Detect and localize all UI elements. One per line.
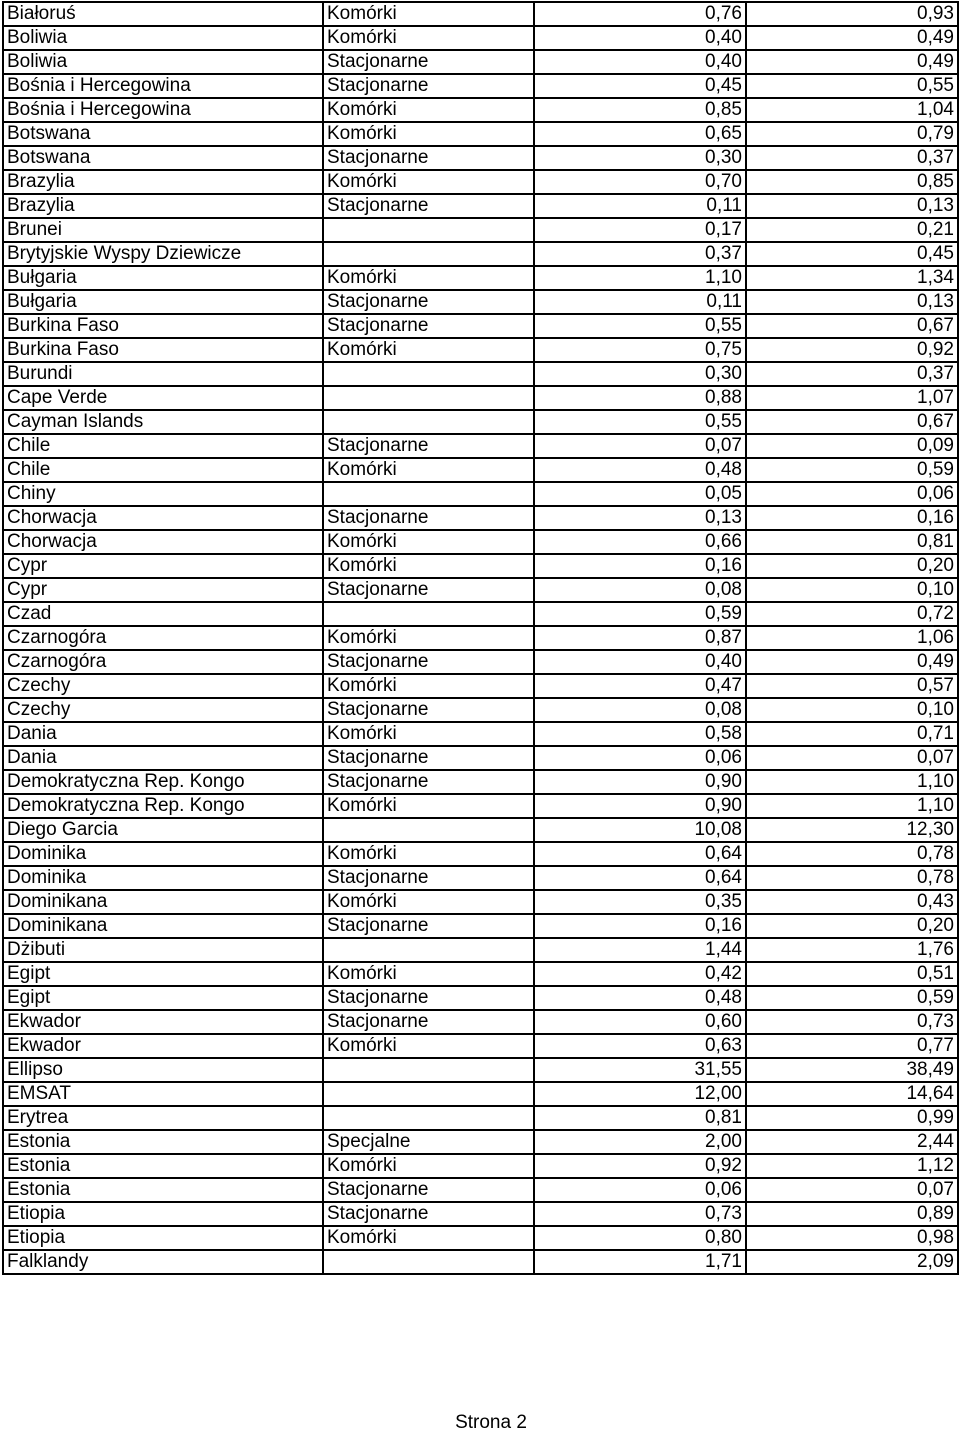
page-number: Strona 2 bbox=[455, 1412, 527, 1433]
country-cell: Bośnia i Hercegowina bbox=[3, 74, 323, 98]
price-net-cell: 0,55 bbox=[534, 410, 746, 434]
country-cell: Ellipso bbox=[3, 1058, 323, 1082]
price-gross-cell: 0,67 bbox=[746, 314, 958, 338]
table-row bbox=[3, 98, 958, 122]
line-type-cell: Stacjonarne bbox=[323, 698, 534, 722]
table-row bbox=[3, 842, 958, 866]
price-net-cell: 0,06 bbox=[534, 746, 746, 770]
table-row bbox=[3, 314, 958, 338]
price-net-cell: 0,45 bbox=[534, 74, 746, 98]
line-type-cell: Komórki bbox=[323, 554, 534, 578]
price-net-cell: 0,42 bbox=[534, 962, 746, 986]
table-row bbox=[3, 146, 958, 170]
price-net-cell: 12,00 bbox=[534, 1082, 746, 1106]
price-net-cell: 0,65 bbox=[534, 122, 746, 146]
table-row bbox=[3, 242, 958, 266]
country-cell: Czechy bbox=[3, 674, 323, 698]
price-gross-cell: 2,09 bbox=[746, 1250, 958, 1274]
line-type-cell bbox=[323, 482, 534, 506]
price-net-cell: 0,16 bbox=[534, 554, 746, 578]
table-row bbox=[3, 674, 958, 698]
price-net-cell: 0,30 bbox=[534, 362, 746, 386]
table-row bbox=[3, 482, 958, 506]
line-type-cell: Stacjonarne bbox=[323, 986, 534, 1010]
country-cell: Cape Verde bbox=[3, 386, 323, 410]
country-cell: Czarnogóra bbox=[3, 626, 323, 650]
country-cell: Cypr bbox=[3, 554, 323, 578]
price-gross-cell: 0,49 bbox=[746, 26, 958, 50]
line-type-cell: Komórki bbox=[323, 842, 534, 866]
table-row bbox=[3, 1010, 958, 1034]
line-type-cell: Komórki bbox=[323, 1034, 534, 1058]
table-row bbox=[3, 386, 958, 410]
price-gross-cell: 1,12 bbox=[746, 1154, 958, 1178]
table-row bbox=[3, 410, 958, 434]
price-gross-cell: 0,57 bbox=[746, 674, 958, 698]
country-cell: Czad bbox=[3, 602, 323, 626]
country-cell: Bułgaria bbox=[3, 266, 323, 290]
price-net-cell: 0,40 bbox=[534, 50, 746, 74]
line-type-cell: Stacjonarne bbox=[323, 50, 534, 74]
table-row bbox=[3, 602, 958, 626]
table-row bbox=[3, 218, 958, 242]
line-type-cell: Stacjonarne bbox=[323, 194, 534, 218]
country-cell: Demokratyczna Rep. Kongo bbox=[3, 770, 323, 794]
price-gross-cell: 0,72 bbox=[746, 602, 958, 626]
table-row bbox=[3, 698, 958, 722]
line-type-cell: Komórki bbox=[323, 122, 534, 146]
country-cell: Etiopia bbox=[3, 1202, 323, 1226]
price-gross-cell: 0,16 bbox=[746, 506, 958, 530]
country-cell: Dominikana bbox=[3, 890, 323, 914]
price-net-cell: 1,44 bbox=[534, 938, 746, 962]
price-net-cell: 0,40 bbox=[534, 650, 746, 674]
price-net-cell: 0,08 bbox=[534, 698, 746, 722]
price-gross-cell: 0,10 bbox=[746, 578, 958, 602]
price-gross-cell: 0,13 bbox=[746, 194, 958, 218]
line-type-cell: Komórki bbox=[323, 722, 534, 746]
line-type-cell bbox=[323, 386, 534, 410]
price-gross-cell: 0,98 bbox=[746, 1226, 958, 1250]
price-gross-cell: 0,73 bbox=[746, 1010, 958, 1034]
line-type-cell: Komórki bbox=[323, 266, 534, 290]
rate-table-body bbox=[3, 2, 958, 1274]
price-gross-cell: 0,13 bbox=[746, 290, 958, 314]
table-row bbox=[3, 194, 958, 218]
country-cell: Botswana bbox=[3, 122, 323, 146]
price-gross-cell: 0,07 bbox=[746, 1178, 958, 1202]
table-row bbox=[3, 1106, 958, 1130]
line-type-cell: Stacjonarne bbox=[323, 746, 534, 770]
country-cell: Dania bbox=[3, 746, 323, 770]
price-gross-cell: 1,10 bbox=[746, 794, 958, 818]
line-type-cell: Stacjonarne bbox=[323, 1010, 534, 1034]
table-row bbox=[3, 626, 958, 650]
line-type-cell: Stacjonarne bbox=[323, 506, 534, 530]
table-row bbox=[3, 266, 958, 290]
country-cell: Burkina Faso bbox=[3, 338, 323, 362]
price-net-cell: 0,16 bbox=[534, 914, 746, 938]
table-row bbox=[3, 506, 958, 530]
line-type-cell: Komórki bbox=[323, 890, 534, 914]
line-type-cell: Komórki bbox=[323, 338, 534, 362]
table-row bbox=[3, 770, 958, 794]
price-net-cell: 2,00 bbox=[534, 1130, 746, 1154]
country-cell: Białoruś bbox=[3, 2, 323, 26]
line-type-cell: Stacjonarne bbox=[323, 1178, 534, 1202]
country-cell: Egipt bbox=[3, 986, 323, 1010]
price-gross-cell: 1,76 bbox=[746, 938, 958, 962]
country-cell: Bośnia i Hercegowina bbox=[3, 98, 323, 122]
price-net-cell: 0,17 bbox=[534, 218, 746, 242]
price-gross-cell: 1,34 bbox=[746, 266, 958, 290]
price-net-cell: 0,40 bbox=[534, 26, 746, 50]
price-net-cell: 0,11 bbox=[534, 194, 746, 218]
price-net-cell: 0,80 bbox=[534, 1226, 746, 1250]
country-cell: Dania bbox=[3, 722, 323, 746]
line-type-cell bbox=[323, 242, 534, 266]
country-cell: Bułgaria bbox=[3, 290, 323, 314]
price-gross-cell: 0,67 bbox=[746, 410, 958, 434]
price-gross-cell: 0,55 bbox=[746, 74, 958, 98]
line-type-cell: Komórki bbox=[323, 674, 534, 698]
price-net-cell: 0,30 bbox=[534, 146, 746, 170]
line-type-cell: Komórki bbox=[323, 26, 534, 50]
country-cell: Chile bbox=[3, 434, 323, 458]
price-net-cell: 0,63 bbox=[534, 1034, 746, 1058]
price-net-cell: 1,10 bbox=[534, 266, 746, 290]
price-gross-cell: 0,49 bbox=[746, 50, 958, 74]
price-net-cell: 0,11 bbox=[534, 290, 746, 314]
line-type-cell: Stacjonarne bbox=[323, 434, 534, 458]
price-gross-cell: 0,71 bbox=[746, 722, 958, 746]
table-row bbox=[3, 1202, 958, 1226]
table-row bbox=[3, 866, 958, 890]
country-cell: Diego Garcia bbox=[3, 818, 323, 842]
price-net-cell: 0,08 bbox=[534, 578, 746, 602]
table-row bbox=[3, 1154, 958, 1178]
price-net-cell: 0,47 bbox=[534, 674, 746, 698]
table-row bbox=[3, 1034, 958, 1058]
price-net-cell: 0,55 bbox=[534, 314, 746, 338]
price-gross-cell: 0,43 bbox=[746, 890, 958, 914]
price-net-cell: 0,37 bbox=[534, 242, 746, 266]
country-cell: Dżibuti bbox=[3, 938, 323, 962]
line-type-cell: Stacjonarne bbox=[323, 770, 534, 794]
country-cell: Brytyjskie Wyspy Dziewicze bbox=[3, 242, 323, 266]
price-gross-cell: 0,09 bbox=[746, 434, 958, 458]
table-row bbox=[3, 914, 958, 938]
price-gross-cell: 0,59 bbox=[746, 986, 958, 1010]
table-row bbox=[3, 290, 958, 314]
country-cell: Cayman Islands bbox=[3, 410, 323, 434]
country-cell: Dominika bbox=[3, 842, 323, 866]
country-cell: Brazylia bbox=[3, 170, 323, 194]
country-cell: Czechy bbox=[3, 698, 323, 722]
line-type-cell: Stacjonarne bbox=[323, 314, 534, 338]
line-type-cell: Komórki bbox=[323, 794, 534, 818]
table-row bbox=[3, 530, 958, 554]
price-net-cell: 0,88 bbox=[534, 386, 746, 410]
line-type-cell bbox=[323, 602, 534, 626]
country-cell: Cypr bbox=[3, 578, 323, 602]
price-gross-cell: 2,44 bbox=[746, 1130, 958, 1154]
price-net-cell: 0,64 bbox=[534, 842, 746, 866]
line-type-cell: Komórki bbox=[323, 458, 534, 482]
country-cell: Falklandy bbox=[3, 1250, 323, 1274]
country-cell: EMSAT bbox=[3, 1082, 323, 1106]
line-type-cell: Komórki bbox=[323, 530, 534, 554]
price-gross-cell: 0,59 bbox=[746, 458, 958, 482]
country-cell: Boliwia bbox=[3, 26, 323, 50]
price-net-cell: 0,13 bbox=[534, 506, 746, 530]
country-cell: Chorwacja bbox=[3, 530, 323, 554]
price-gross-cell: 0,77 bbox=[746, 1034, 958, 1058]
price-gross-cell: 0,89 bbox=[746, 1202, 958, 1226]
price-gross-cell: 1,04 bbox=[746, 98, 958, 122]
price-gross-cell: 0,21 bbox=[746, 218, 958, 242]
line-type-cell bbox=[323, 410, 534, 434]
price-gross-cell: 38,49 bbox=[746, 1058, 958, 1082]
price-net-cell: 0,48 bbox=[534, 986, 746, 1010]
table-row bbox=[3, 434, 958, 458]
line-type-cell: Stacjonarne bbox=[323, 866, 534, 890]
table-row bbox=[3, 1058, 958, 1082]
price-gross-cell: 0,20 bbox=[746, 914, 958, 938]
country-cell: Dominika bbox=[3, 866, 323, 890]
country-cell: Boliwia bbox=[3, 50, 323, 74]
country-cell: Botswana bbox=[3, 146, 323, 170]
country-cell: Dominikana bbox=[3, 914, 323, 938]
price-gross-cell: 0,99 bbox=[746, 1106, 958, 1130]
table-row bbox=[3, 26, 958, 50]
country-cell: Estonia bbox=[3, 1154, 323, 1178]
line-type-cell bbox=[323, 1058, 534, 1082]
table-row bbox=[3, 122, 958, 146]
price-gross-cell: 0,10 bbox=[746, 698, 958, 722]
table-row bbox=[3, 650, 958, 674]
country-cell: Brunei bbox=[3, 218, 323, 242]
table-row bbox=[3, 722, 958, 746]
table-row bbox=[3, 938, 958, 962]
country-cell: Estonia bbox=[3, 1178, 323, 1202]
line-type-cell: Komórki bbox=[323, 170, 534, 194]
country-cell: Ekwador bbox=[3, 1010, 323, 1034]
table-row bbox=[3, 170, 958, 194]
line-type-cell: Stacjonarne bbox=[323, 74, 534, 98]
line-type-cell: Komórki bbox=[323, 1226, 534, 1250]
price-gross-cell: 0,49 bbox=[746, 650, 958, 674]
price-gross-cell: 0,45 bbox=[746, 242, 958, 266]
price-net-cell: 0,05 bbox=[534, 482, 746, 506]
line-type-cell bbox=[323, 1250, 534, 1274]
line-type-cell bbox=[323, 218, 534, 242]
price-gross-cell: 0,20 bbox=[746, 554, 958, 578]
table-row bbox=[3, 818, 958, 842]
line-type-cell: Komórki bbox=[323, 1154, 534, 1178]
price-net-cell: 0,76 bbox=[534, 2, 746, 26]
rate-table bbox=[2, 1, 959, 1275]
price-gross-cell: 0,78 bbox=[746, 866, 958, 890]
country-cell: Estonia bbox=[3, 1130, 323, 1154]
price-net-cell: 0,92 bbox=[534, 1154, 746, 1178]
price-net-cell: 0,60 bbox=[534, 1010, 746, 1034]
price-net-cell: 0,73 bbox=[534, 1202, 746, 1226]
price-gross-cell: 0,37 bbox=[746, 146, 958, 170]
country-cell: Chile bbox=[3, 458, 323, 482]
country-cell: Demokratyczna Rep. Kongo bbox=[3, 794, 323, 818]
price-gross-cell: 0,93 bbox=[746, 2, 958, 26]
price-gross-cell: 14,64 bbox=[746, 1082, 958, 1106]
price-gross-cell: 0,06 bbox=[746, 482, 958, 506]
price-net-cell: 0,48 bbox=[534, 458, 746, 482]
line-type-cell bbox=[323, 938, 534, 962]
price-gross-cell: 1,10 bbox=[746, 770, 958, 794]
price-gross-cell: 0,37 bbox=[746, 362, 958, 386]
price-gross-cell: 1,07 bbox=[746, 386, 958, 410]
price-gross-cell: 0,85 bbox=[746, 170, 958, 194]
country-cell: Czarnogóra bbox=[3, 650, 323, 674]
table-row bbox=[3, 2, 958, 26]
price-net-cell: 10,08 bbox=[534, 818, 746, 842]
country-cell: Etiopia bbox=[3, 1226, 323, 1250]
country-cell: Chorwacja bbox=[3, 506, 323, 530]
price-net-cell: 0,87 bbox=[534, 626, 746, 650]
price-net-cell: 0,59 bbox=[534, 602, 746, 626]
table-row bbox=[3, 794, 958, 818]
price-net-cell: 0,81 bbox=[534, 1106, 746, 1130]
table-row bbox=[3, 1250, 958, 1274]
table-row bbox=[3, 578, 958, 602]
price-net-cell: 0,35 bbox=[534, 890, 746, 914]
line-type-cell: Komórki bbox=[323, 2, 534, 26]
price-net-cell: 1,71 bbox=[534, 1250, 746, 1274]
price-net-cell: 0,75 bbox=[534, 338, 746, 362]
table-row bbox=[3, 362, 958, 386]
line-type-cell bbox=[323, 362, 534, 386]
price-net-cell: 0,90 bbox=[534, 794, 746, 818]
line-type-cell: Stacjonarne bbox=[323, 290, 534, 314]
price-net-cell: 0,64 bbox=[534, 866, 746, 890]
line-type-cell: Stacjonarne bbox=[323, 578, 534, 602]
table-row bbox=[3, 1082, 958, 1106]
country-cell: Erytrea bbox=[3, 1106, 323, 1130]
country-cell: Ekwador bbox=[3, 1034, 323, 1058]
table-row bbox=[3, 74, 958, 98]
price-gross-cell: 0,92 bbox=[746, 338, 958, 362]
table-row bbox=[3, 746, 958, 770]
line-type-cell: Komórki bbox=[323, 98, 534, 122]
table-row bbox=[3, 338, 958, 362]
line-type-cell bbox=[323, 1082, 534, 1106]
price-net-cell: 0,66 bbox=[534, 530, 746, 554]
price-net-cell: 0,58 bbox=[534, 722, 746, 746]
line-type-cell: Stacjonarne bbox=[323, 1202, 534, 1226]
price-net-cell: 0,85 bbox=[534, 98, 746, 122]
price-gross-cell: 0,07 bbox=[746, 746, 958, 770]
country-cell: Chiny bbox=[3, 482, 323, 506]
line-type-cell: Stacjonarne bbox=[323, 146, 534, 170]
price-gross-cell: 0,81 bbox=[746, 530, 958, 554]
table-row bbox=[3, 50, 958, 74]
price-net-cell: 31,55 bbox=[534, 1058, 746, 1082]
country-cell: Brazylia bbox=[3, 194, 323, 218]
price-net-cell: 0,06 bbox=[534, 1178, 746, 1202]
price-gross-cell: 1,06 bbox=[746, 626, 958, 650]
table-row bbox=[3, 962, 958, 986]
table-row bbox=[3, 986, 958, 1010]
table-row bbox=[3, 1130, 958, 1154]
price-gross-cell: 0,51 bbox=[746, 962, 958, 986]
line-type-cell bbox=[323, 1106, 534, 1130]
country-cell: Burundi bbox=[3, 362, 323, 386]
price-gross-cell: 0,78 bbox=[746, 842, 958, 866]
line-type-cell: Stacjonarne bbox=[323, 650, 534, 674]
table-row bbox=[3, 890, 958, 914]
table-row bbox=[3, 1226, 958, 1250]
table-row bbox=[3, 1178, 958, 1202]
line-type-cell: Komórki bbox=[323, 962, 534, 986]
line-type-cell: Specjalne bbox=[323, 1130, 534, 1154]
line-type-cell: Komórki bbox=[323, 626, 534, 650]
price-gross-cell: 0,79 bbox=[746, 122, 958, 146]
line-type-cell: Stacjonarne bbox=[323, 914, 534, 938]
line-type-cell bbox=[323, 818, 534, 842]
table-row bbox=[3, 458, 958, 482]
country-cell: Egipt bbox=[3, 962, 323, 986]
table-row bbox=[3, 554, 958, 578]
price-net-cell: 0,90 bbox=[534, 770, 746, 794]
price-net-cell: 0,70 bbox=[534, 170, 746, 194]
country-cell: Burkina Faso bbox=[3, 314, 323, 338]
price-net-cell: 0,07 bbox=[534, 434, 746, 458]
price-gross-cell: 12,30 bbox=[746, 818, 958, 842]
